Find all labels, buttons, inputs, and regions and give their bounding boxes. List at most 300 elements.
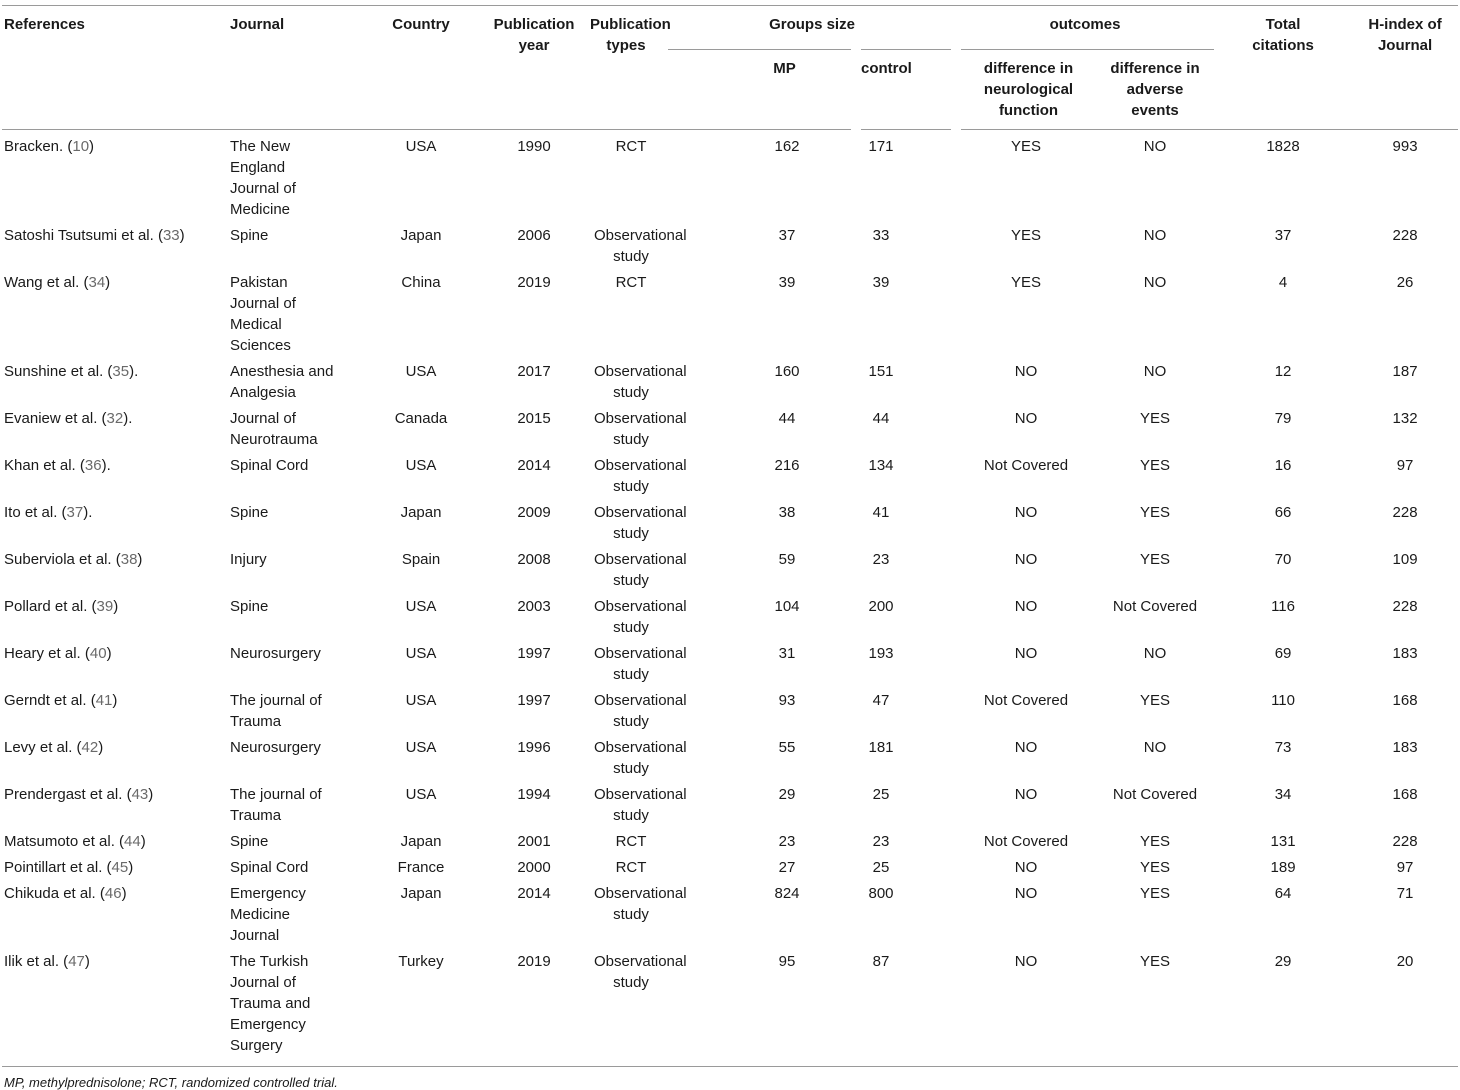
cell-reference <box>2 685 228 732</box>
cell-diff-neuro <box>956 826 1096 852</box>
cell-journal <box>228 826 358 852</box>
cell-mp <box>668 267 856 356</box>
cell-country <box>358 946 484 1067</box>
cell-country <box>358 403 484 450</box>
header-h-index-text: H-index of Journal <box>1368 16 1442 54</box>
cell-mp-text: 95 <box>778 953 796 970</box>
cell-h-index <box>1352 544 1458 591</box>
table-row <box>2 826 1458 852</box>
cell-diff-neuro-text: NO <box>1014 363 1038 380</box>
cell-mp-text: 29 <box>778 786 796 803</box>
cell-mp-text: 31 <box>778 645 796 662</box>
table-row <box>2 450 1458 497</box>
cell-journal-text: Pakistan Journal of Medical Sciences <box>230 274 296 354</box>
reference-link[interactable]: 34 <box>88 274 106 291</box>
table-row <box>2 732 1458 779</box>
cell-journal-text: The New England Journal of Medicine <box>230 138 296 218</box>
cell-control <box>856 946 956 1067</box>
cell-publication-type <box>584 826 668 852</box>
reference-suffix: ) <box>105 274 111 291</box>
cell-total-citations <box>1214 130 1352 221</box>
cell-total-citations <box>1214 591 1352 638</box>
cell-total-citations-text: 66 <box>1274 504 1292 521</box>
cell-diff-neuro <box>956 685 1096 732</box>
cell-diff-neuro-text: NO <box>1014 504 1038 521</box>
reference-link[interactable]: 32 <box>106 410 124 427</box>
cell-mp <box>668 852 856 878</box>
reference-author: Gerndt et al. ( <box>4 692 96 709</box>
reference-link[interactable]: 41 <box>95 692 113 709</box>
cell-country-text: Japan <box>400 885 442 902</box>
cell-reference <box>2 638 228 685</box>
reference-suffix: ) <box>112 692 118 709</box>
reference-link[interactable]: 44 <box>124 833 141 850</box>
cell-total-citations-text: 1828 <box>1266 138 1300 155</box>
cell-journal <box>228 220 358 267</box>
cell-publication-type <box>584 638 687 685</box>
cell-publication-type <box>584 591 687 638</box>
cell-country <box>358 497 484 544</box>
cell-h-index <box>1352 638 1458 685</box>
cell-country <box>358 544 484 591</box>
cell-country <box>358 220 484 267</box>
cell-control <box>856 685 956 732</box>
cell-h-index <box>1352 403 1458 450</box>
cell-h-index <box>1352 732 1458 779</box>
cell-diff-adverse <box>1096 732 1214 779</box>
cell-diff-adverse-text: YES <box>1140 457 1171 474</box>
cell-h-index-text: 187 <box>1392 363 1418 380</box>
reference-author: Matsumoto et al. ( <box>4 833 125 850</box>
cell-h-index <box>1352 946 1458 1067</box>
cell-h-index-text: 168 <box>1392 786 1418 803</box>
cell-diff-adverse-text: YES <box>1140 692 1171 709</box>
cell-reference <box>2 356 228 403</box>
reference-suffix: ). <box>101 457 111 474</box>
cell-country-text: USA <box>405 692 437 709</box>
cell-control-text: 87 <box>872 953 890 970</box>
cell-h-index-text: 183 <box>1392 645 1418 662</box>
cell-publication-year-text: 2017 <box>517 363 551 380</box>
header-outcomes: outcomes <box>956 6 1214 50</box>
cell-journal <box>228 878 358 946</box>
cell-publication-year <box>484 878 584 946</box>
cell-journal <box>228 497 358 544</box>
cell-country-text: Japan <box>400 227 442 244</box>
header-diff-adverse-text: difference in adverse events <box>1110 60 1200 119</box>
reference-link[interactable]: 33 <box>162 227 180 244</box>
cell-total-citations <box>1214 450 1352 497</box>
cell-reference <box>2 544 228 591</box>
cell-journal-text: Anesthesia and Analgesia <box>230 363 334 401</box>
cell-publication-type <box>584 732 687 779</box>
cell-mp <box>668 591 856 638</box>
cell-diff-neuro <box>956 591 1096 638</box>
table-row <box>2 779 1458 826</box>
cell-total-citations-text: 70 <box>1274 551 1292 568</box>
cell-diff-neuro <box>956 220 1096 267</box>
cell-reference <box>2 826 228 852</box>
cell-h-index-text: 109 <box>1392 551 1418 568</box>
cell-h-index <box>1352 779 1458 826</box>
cell-country-text: USA <box>405 138 437 155</box>
cell-h-index-text: 183 <box>1392 739 1418 756</box>
cell-diff-neuro <box>956 450 1096 497</box>
reference-suffix: ) <box>89 138 95 155</box>
cell-reference <box>2 946 228 1067</box>
cell-journal <box>228 779 358 826</box>
cell-publication-type <box>584 220 687 267</box>
cell-diff-adverse <box>1096 267 1214 356</box>
cell-publication-year <box>484 685 584 732</box>
cell-reference <box>2 779 228 826</box>
cell-publication-year <box>484 403 584 450</box>
cell-country-text: USA <box>405 786 437 803</box>
cell-publication-type-text: Observational study <box>594 551 687 589</box>
table-row <box>2 356 1458 403</box>
cell-diff-adverse <box>1096 946 1214 1067</box>
cell-publication-year <box>484 638 584 685</box>
reference-link[interactable]: 36 <box>84 457 102 474</box>
table-row <box>2 946 1458 1067</box>
table-header <box>2 6 1458 130</box>
cell-country-text: USA <box>405 739 437 756</box>
cell-publication-year-text: 2014 <box>517 885 551 902</box>
cell-publication-type-text: RCT <box>615 859 647 876</box>
cell-control <box>856 826 956 852</box>
cell-diff-adverse-text: YES <box>1140 833 1171 850</box>
reference-suffix: ). <box>129 363 139 380</box>
cell-mp <box>668 685 856 732</box>
cell-mp-text: 824 <box>774 885 800 902</box>
header-groups-size: Groups size <box>668 6 956 50</box>
cell-control-text: 134 <box>868 457 894 474</box>
cell-diff-neuro <box>956 732 1096 779</box>
cell-diff-adverse <box>1096 497 1214 544</box>
cell-journal-text: The journal of Trauma <box>230 786 322 824</box>
cell-publication-year <box>484 946 584 1067</box>
cell-mp <box>668 497 856 544</box>
reference-link[interactable]: 47 <box>68 953 85 970</box>
cell-publication-year <box>484 220 584 267</box>
reference-author: Ito et al. ( <box>4 504 67 521</box>
header-publication-year-text: Publication year <box>493 16 575 54</box>
reference-suffix: ). <box>83 504 93 521</box>
cell-publication-year <box>484 826 584 852</box>
cell-reference <box>2 403 228 450</box>
cell-diff-adverse <box>1096 544 1214 591</box>
cell-control <box>856 497 956 544</box>
reference-link[interactable]: 42 <box>81 739 99 756</box>
reference-link[interactable]: 40 <box>89 645 107 662</box>
cell-total-citations <box>1214 497 1352 544</box>
cell-publication-type <box>584 852 668 878</box>
reference-link[interactable]: 37 <box>66 504 84 521</box>
cell-journal <box>228 638 358 685</box>
cell-publication-year <box>484 356 584 403</box>
cell-publication-year-text: 2014 <box>517 457 551 474</box>
cell-country-text: Turkey <box>398 953 444 970</box>
cell-country-text: France <box>397 859 445 876</box>
cell-journal-text: Emergency Medicine Journal <box>230 885 306 944</box>
cell-publication-year <box>484 130 584 221</box>
table-row <box>2 591 1458 638</box>
reference-suffix: ). <box>123 410 133 427</box>
cell-total-citations <box>1214 779 1352 826</box>
cell-country <box>358 267 484 356</box>
cell-mp-text: 44 <box>778 410 796 427</box>
cell-h-index <box>1352 591 1458 638</box>
cell-diff-adverse-text: YES <box>1140 504 1171 521</box>
reference-suffix: ) <box>179 227 185 244</box>
cell-mp-text: 59 <box>778 551 796 568</box>
cell-country-text: USA <box>405 363 437 380</box>
cell-control <box>856 732 956 779</box>
cell-publication-year-text: 2019 <box>517 953 551 970</box>
cell-diff-neuro <box>956 130 1096 221</box>
cell-diff-adverse <box>1096 685 1214 732</box>
cell-h-index <box>1352 878 1458 946</box>
cell-total-citations-text: 73 <box>1274 739 1292 756</box>
cell-journal-text: Spinal Cord <box>230 859 309 876</box>
cell-h-index <box>1352 852 1458 878</box>
cell-publication-year-text: 2009 <box>517 504 551 521</box>
cell-publication-year <box>484 779 584 826</box>
cell-journal <box>228 267 358 356</box>
cell-control-text: 25 <box>872 786 890 803</box>
cell-diff-neuro-text: NO <box>1014 739 1038 756</box>
cell-diff-adverse <box>1096 826 1214 852</box>
cell-publication-year <box>484 732 584 779</box>
cell-control <box>856 356 956 403</box>
cell-mp <box>668 544 856 591</box>
header-control <box>856 50 956 130</box>
cell-diff-neuro <box>956 544 1096 591</box>
cell-journal-text: Spinal Cord <box>230 457 309 474</box>
reference-author: Prendergast et al. ( <box>4 786 132 803</box>
cell-h-index-text: 97 <box>1396 859 1414 876</box>
reference-link[interactable]: 35 <box>112 363 130 380</box>
cell-diff-neuro-text: Not Covered <box>983 457 1069 474</box>
cell-diff-neuro <box>956 852 1096 878</box>
cell-control-text: 181 <box>868 739 894 756</box>
table-row <box>2 638 1458 685</box>
cell-country-text: Japan <box>400 504 442 521</box>
cell-publication-type-text: RCT <box>615 274 647 291</box>
cell-h-index-text: 71 <box>1396 885 1414 902</box>
cell-h-index-text: 228 <box>1392 833 1418 850</box>
table-footnote: MP, methylprednisolone; RCT, randomized controlled trial. <box>4 1075 338 1090</box>
cell-publication-year-text: 2000 <box>517 859 551 876</box>
reference-link[interactable]: 45 <box>111 859 129 876</box>
cell-reference <box>2 267 228 356</box>
reference-link[interactable]: 39 <box>96 598 114 615</box>
cell-journal-text: Spine <box>230 598 269 615</box>
header-diff-neuro-text: difference in neurological function <box>983 60 1074 119</box>
cell-control-text: 25 <box>872 859 890 876</box>
table-row <box>2 220 1458 267</box>
cell-journal <box>228 450 358 497</box>
table-body <box>2 130 1458 1067</box>
cell-country <box>358 591 484 638</box>
cell-total-citations-text: 29 <box>1274 953 1292 970</box>
cell-diff-adverse-text: Not Covered <box>1112 786 1198 803</box>
cell-publication-type <box>584 544 687 591</box>
header-total-citations <box>1214 6 1352 130</box>
cell-h-index-text: 993 <box>1392 138 1418 155</box>
cell-publication-type-text: Observational study <box>594 457 687 495</box>
cell-publication-type-text: Observational study <box>594 598 687 636</box>
cell-h-index <box>1352 130 1458 221</box>
cell-mp <box>668 450 856 497</box>
cell-total-citations-text: 69 <box>1274 645 1292 662</box>
cell-country-text: China <box>401 274 441 291</box>
cell-total-citations-text: 79 <box>1274 410 1292 427</box>
cell-control-text: 41 <box>872 504 890 521</box>
cell-diff-adverse-text: NO <box>1143 739 1167 756</box>
cell-reference <box>2 852 228 878</box>
cell-diff-adverse-text: YES <box>1140 953 1171 970</box>
reference-author: Levy et al. ( <box>4 739 82 756</box>
cell-h-index <box>1352 267 1458 356</box>
cell-diff-neuro-text: NO <box>1014 953 1038 970</box>
cell-diff-adverse-text: YES <box>1140 551 1171 568</box>
cell-diff-adverse-text: YES <box>1140 859 1171 876</box>
cell-total-citations-text: 34 <box>1274 786 1292 803</box>
cell-control-text: 800 <box>868 885 894 902</box>
cell-diff-adverse-text: Not Covered <box>1112 598 1198 615</box>
reference-link[interactable]: 46 <box>104 885 122 902</box>
cell-control <box>856 878 956 946</box>
cell-diff-neuro <box>956 267 1096 356</box>
cell-mp-text: 55 <box>778 739 796 756</box>
cell-h-index-text: 228 <box>1392 504 1418 521</box>
cell-publication-type-text: Observational study <box>594 953 687 991</box>
cell-mp-text: 162 <box>774 138 800 155</box>
cell-control-text: 23 <box>872 551 890 568</box>
cell-diff-neuro-text: YES <box>1011 138 1042 155</box>
cell-h-index <box>1352 826 1458 852</box>
cell-country-text: Canada <box>394 410 448 427</box>
cell-publication-year-text: 2015 <box>517 410 551 427</box>
reference-suffix: ) <box>137 551 143 568</box>
cell-reference <box>2 220 228 267</box>
reference-author: Evaniew et al. ( <box>4 410 107 427</box>
cell-diff-adverse <box>1096 220 1214 267</box>
cell-h-index <box>1352 497 1458 544</box>
cell-diff-adverse-text: YES <box>1140 885 1171 902</box>
cell-journal <box>228 403 358 450</box>
header-references: References <box>2 6 228 130</box>
cell-control-text: 44 <box>872 410 890 427</box>
cell-diff-neuro <box>956 779 1096 826</box>
header-total-citations-text: Total citations <box>1252 16 1314 54</box>
cell-total-citations <box>1214 826 1352 852</box>
cell-diff-adverse-text: NO <box>1143 138 1167 155</box>
reference-link[interactable]: 43 <box>131 786 149 803</box>
cell-country-text: USA <box>405 598 437 615</box>
reference-author: Heary et al. ( <box>4 645 90 662</box>
cell-control <box>856 403 956 450</box>
cell-diff-adverse-text: NO <box>1143 363 1167 380</box>
cell-publication-type <box>584 946 687 1067</box>
cell-publication-type <box>584 403 687 450</box>
cell-publication-type-text: Observational study <box>594 363 687 401</box>
cell-control <box>856 220 956 267</box>
cell-total-citations <box>1214 946 1352 1067</box>
cell-mp-text: 38 <box>778 504 796 521</box>
cell-country <box>358 130 484 221</box>
header-diff-adverse <box>1096 50 1214 130</box>
cell-publication-year <box>484 267 584 356</box>
cell-diff-neuro <box>956 946 1096 1067</box>
cell-journal <box>228 356 358 403</box>
reference-link[interactable]: 38 <box>120 551 138 568</box>
cell-reference <box>2 450 228 497</box>
cell-total-citations-text: 4 <box>1278 274 1288 291</box>
reference-link[interactable]: 10 <box>72 138 90 155</box>
cell-total-citations-text: 110 <box>1271 692 1295 709</box>
cell-journal <box>228 130 358 221</box>
reference-author: Chikuda et al. ( <box>4 885 105 902</box>
cell-total-citations-text: 116 <box>1271 598 1295 615</box>
cell-diff-adverse <box>1096 356 1214 403</box>
cell-publication-year <box>484 544 584 591</box>
cell-journal-text: Spine <box>230 504 269 521</box>
cell-control-text: 193 <box>868 645 894 662</box>
cell-diff-neuro-text: YES <box>1011 274 1042 291</box>
cell-control-text: 200 <box>868 598 894 615</box>
reference-suffix: ) <box>140 833 146 850</box>
header-mp <box>668 50 856 130</box>
cell-control <box>856 450 956 497</box>
cell-publication-type-text: Observational study <box>594 885 687 923</box>
cell-control-text: 23 <box>872 833 890 850</box>
cell-country <box>358 356 484 403</box>
cell-reference <box>2 732 228 779</box>
cell-publication-type-text: Observational study <box>594 645 687 683</box>
cell-publication-type-text: RCT <box>615 138 647 155</box>
reference-suffix: ) <box>148 786 154 803</box>
cell-journal <box>228 852 358 878</box>
cell-control-text: 33 <box>872 227 890 244</box>
table-row <box>2 544 1458 591</box>
cell-publication-year-text: 1994 <box>517 786 551 803</box>
cell-diff-adverse <box>1096 779 1214 826</box>
cell-diff-neuro-text: NO <box>1014 598 1038 615</box>
cell-control-text: 39 <box>872 274 890 291</box>
cell-h-index <box>1352 220 1458 267</box>
cell-total-citations <box>1214 267 1352 356</box>
cell-publication-type-text: Observational study <box>594 504 687 542</box>
cell-h-index-text: 228 <box>1392 598 1418 615</box>
cell-diff-adverse-text: NO <box>1143 645 1167 662</box>
cell-publication-type <box>584 497 687 544</box>
cell-h-index <box>1352 685 1458 732</box>
cell-country <box>358 638 484 685</box>
cell-control <box>856 852 956 878</box>
cell-country <box>358 685 484 732</box>
cell-mp-text: 39 <box>778 274 796 291</box>
cell-mp-text: 37 <box>778 227 796 244</box>
cell-publication-type <box>584 779 687 826</box>
cell-mp <box>668 130 856 221</box>
cell-publication-type <box>584 130 668 221</box>
cell-control <box>856 638 956 685</box>
cell-diff-neuro-text: NO <box>1014 885 1038 902</box>
cell-reference <box>2 497 228 544</box>
cell-h-index <box>1352 450 1458 497</box>
